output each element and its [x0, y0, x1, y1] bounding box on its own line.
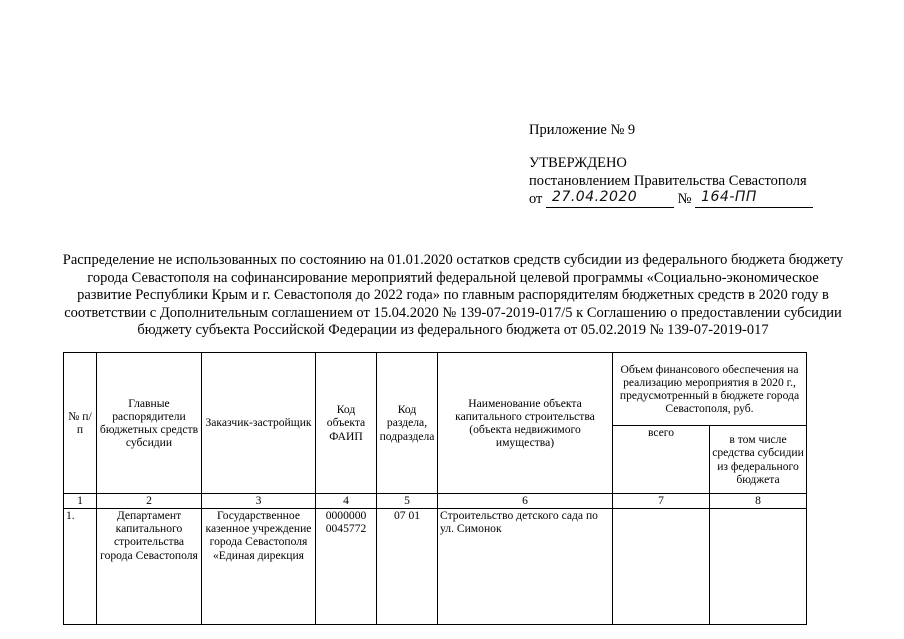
header-section-code: Код раздела, подраздела — [377, 353, 438, 494]
row-total — [613, 509, 710, 625]
header-object-name: Наименование объекта капитального строительства (объекта недвижимого имущества) — [438, 353, 613, 494]
approved-label: УТВЕРЖДЕНО — [529, 155, 627, 171]
row-subsidy — [710, 509, 807, 625]
date-number-line — [529, 190, 813, 208]
from-label: от — [529, 191, 543, 207]
handwritten-date: 27.04.2020 — [552, 189, 638, 205]
row-number: 1. — [64, 509, 97, 625]
row-object-name: Строительство детского сада по ул. Симонок — [438, 509, 613, 625]
number-field — [695, 191, 813, 208]
column-number: 4 — [316, 494, 377, 509]
header-total: всего — [613, 426, 710, 494]
appendix-label: Приложение № 9 — [529, 122, 636, 138]
row-customer: Государственное казенное учреждение города Севастополя «Единая дирекция — [202, 509, 316, 625]
header-subsidy: в том числе средства субсидии из федерального бюджета — [710, 426, 807, 494]
column-number: 8 — [710, 494, 807, 509]
column-number: 3 — [202, 494, 316, 509]
column-number: 7 — [613, 494, 710, 509]
header-number: № п/п — [64, 353, 97, 494]
header-financing: Объем финансового обеспечения на реализацию мероприятия в 2020 г., предусмотренный в бюджете города Севастополя, руб. — [613, 353, 807, 426]
resolution-label: постановлением Правительства Севастополя — [529, 173, 807, 189]
number-label: № — [677, 191, 692, 207]
row-section-code: 07 01 — [377, 509, 438, 625]
row-faip-code: 0000000 0045772 — [316, 509, 377, 625]
handwritten-number: 164-ПП — [701, 189, 757, 205]
column-number-row — [64, 494, 807, 509]
header-distributors: Главные распорядители бюджетных средств субсидии — [97, 353, 202, 494]
header-faip-code: Код объекта ФАИП — [316, 353, 377, 494]
row-distributor: Департамент капитального строительства города Севастополя — [97, 509, 202, 625]
date-field — [546, 191, 674, 208]
column-number: 1 — [64, 494, 97, 509]
table-row — [64, 509, 807, 625]
document-title: Распределение не использованных по состоянию на 01.01.2020 остатков средств субсидии из федерального бюджета бюджету города Севастополя на софинансирование мероприятий федеральной целевой программы «Социально-экономическое развитие Республики Крым и г. Севастополя до 2022 года» по главным распорядителям бюджетных средств в 2020 году в соответствии с Дополнительным соглашением от 15.04.2020 № 139-07-2019-017/5 к Соглашению о предоставлении субсидии бюджету субъекта Российской Федерации из федерального бюджета от 05.02.2019 № 139-07-2019-017 — [62, 252, 844, 339]
column-number: 2 — [97, 494, 202, 509]
distribution-table — [63, 352, 807, 625]
header-customer: Заказчик-застройщик — [202, 353, 316, 494]
column-number: 5 — [377, 494, 438, 509]
approval-block — [529, 121, 813, 208]
column-number: 6 — [438, 494, 613, 509]
